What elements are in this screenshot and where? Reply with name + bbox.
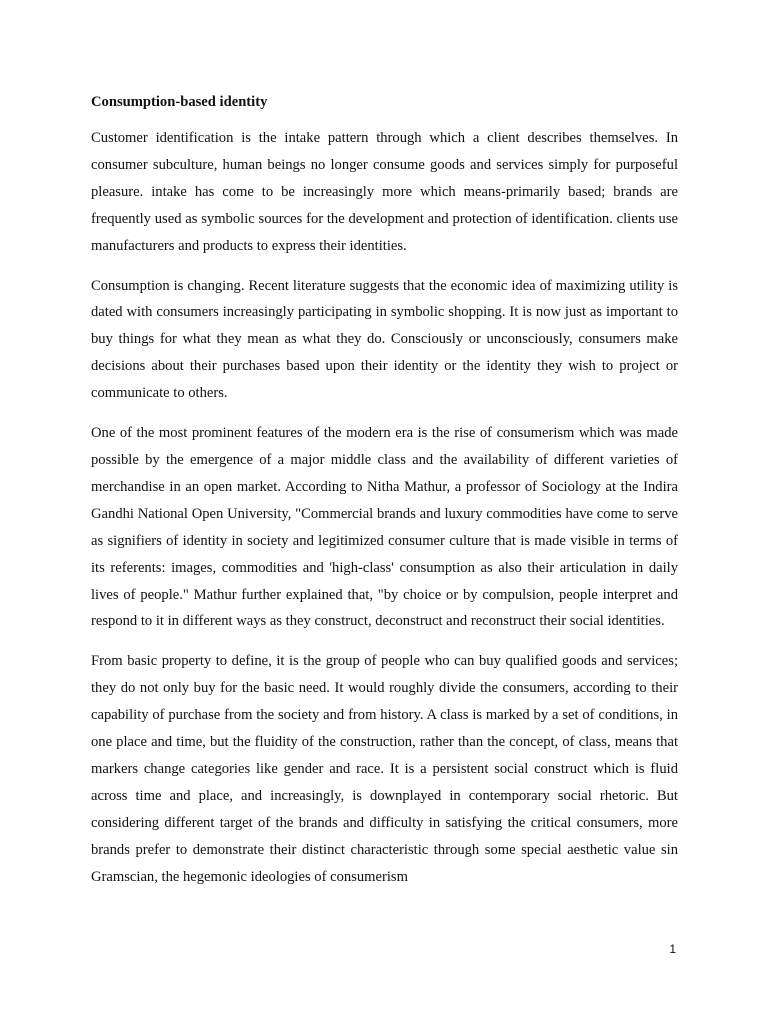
page-number: 1 [669,942,676,956]
page-content [91,92,678,903]
paragraph-consumerism-modern-era: One of the most prominent features of the modern era is the rise of consumerism which was made possible by the emergence of a major middle class and the availability of different varieties of merchandise in an open market. According to Nitha Mathur, a professor of Sociology at the Indira Gandhi National Open University, "Commercial brands and luxury commodities have come to serve as signifiers of identity in society and legitimized consumer culture that is made visible in terms of its referents: images, commodities and 'high-class' consumption as also their articulation in daily lives of people." Mathur further explained that, "by choice or by compulsion, people interpret and respond to it in different ways as they construct, deconstruct and reconstruct their social identities. [91,425,678,630]
section-heading: Consumption-based identity [91,94,268,110]
paragraph-customer-identification: Customer identification is the intake pattern through which a client describes themselves. In consumer subculture, human beings no longer consume goods and services simply for purposeful pleasure. intake has come to be increasingly more which means-primarily based; brands are frequently used as symbolic sources for the development and protection of identification. clients use manufacturers and products to express their identities. [91,130,678,254]
paragraph-consumption-changing: Consumption is changing. Recent literature suggests that the economic idea of maximizing utility is dated with consumers increasingly participating in symbolic shopping. It is now just as important to buy things for what they mean as what they do. Consciously or unconsciously, consumers make decisions about their purchases based upon their identity or the identity they wish to project or communicate to others. [91,277,678,402]
paragraph-class-definition: From basic property to define, it is the group of people who can buy qualified goods and services; they do not only buy for the basic need. It would roughly divide the consumers, according to their capability of purchase from the society and from history. A class is marked by a set of conditions, in one place and time, but the fluidity of the construction, rather than the concept, of class, means that markers change categories like gender and race. It is a persistent social construct which is fluid across time and place, and increasingly, is downplayed in contemporary social rhetoric. But considering different target of the brands and difficulty in satisfying the critical consumers, more brands prefer to demonstrate their distinct characteristic through some special aesthetic value sin Gramscian, the hegemonic ideologies of consumerism [91,653,678,885]
